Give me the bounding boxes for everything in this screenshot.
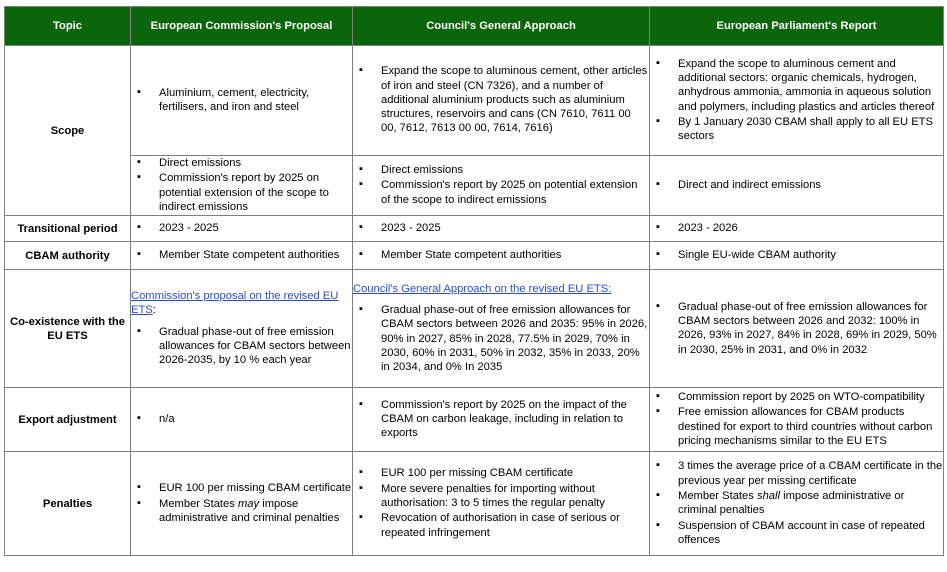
table-row-scope-a [5, 46, 944, 156]
link-commission-revised-ets[interactable]: Commission's proposal on the revised EU ETS [131, 289, 339, 317]
cell-authority-council [353, 242, 650, 270]
link-container-council-ets [353, 282, 649, 296]
list-item: ▪ 2023 - 2025 [353, 221, 649, 235]
cell-export-council [353, 388, 650, 452]
column-header-commission: European Commission's Proposal [131, 7, 353, 46]
list-item: ▪ Single EU-wide CBAM authority [650, 248, 943, 262]
row-topic-export-adjustment: Export adjustment [5, 388, 131, 452]
list-item: ▪ 2023 - 2025 [131, 221, 352, 235]
list-item-italic [650, 489, 943, 518]
list-item: ▪ 3 times the average price of a CBAM certificate in the previous year per missing certificate [650, 459, 943, 488]
list-item-italic [131, 497, 352, 526]
list-item: ▪ Commission's report by 2025 on potential extension of the scope to indirect emissions [131, 171, 352, 214]
table-header [5, 7, 944, 46]
cell-transitional-council [353, 216, 650, 242]
column-header-parliament: European Parliament's Report [650, 7, 944, 46]
comparison-table-container [4, 6, 943, 556]
cell-emissions-council [353, 156, 650, 216]
list-item: ▪ 2023 - 2026 [650, 221, 943, 235]
cell-authority-parliament [650, 242, 944, 270]
list-item: ▪ Suspension of CBAM account in case of repeated offences [650, 519, 943, 548]
list-item: ▪ Gradual phase-out of free emission allowances for CBAM sectors between 2026-2035, by 10 % each year [131, 325, 352, 368]
text-before-italic: Member States [159, 497, 238, 510]
header-row [5, 7, 944, 46]
cell-penalties-commission [131, 452, 353, 556]
cell-transitional-commission [131, 216, 353, 242]
cell-coexistence-council [353, 270, 650, 388]
cell-emissions-commission [131, 156, 353, 216]
list-item: ▪ Commission report by 2025 on WTO-compatibility [650, 390, 943, 404]
list-item: ▪ EUR 100 per missing CBAM certificate [353, 466, 649, 480]
text-after-italic: impose administrative and criminal penalties [159, 497, 340, 524]
row-topic-transitional-period: Transitional period [5, 216, 131, 242]
text-before-italic: Member States [678, 489, 757, 502]
cell-emissions-parliament [650, 156, 944, 216]
list-item: ▪ Free emission allowances for CBAM products destined for export to third countries without carbon pricing mechanisms similar to the EU ETS [650, 405, 943, 448]
emphasis-shall: shall [756, 489, 780, 502]
row-topic-coexistence: Co-existence with the EU ETS [5, 270, 131, 388]
list-item: ▪ More severe penalties for importing without authorisation: 3 to 5 times the regular penalty [353, 482, 649, 511]
table-row-coexistence [5, 270, 944, 388]
table-row-transitional-period [5, 216, 944, 242]
table-row-scope-b [5, 156, 944, 216]
list-item: ▪ Member State competent authorities [131, 248, 352, 262]
list-item: ▪ Direct emissions [131, 156, 352, 170]
link-suffix-colon: : [152, 304, 156, 317]
row-topic-scope: Scope [5, 46, 131, 216]
list-item: ▪ EUR 100 per missing CBAM certificate [131, 481, 352, 495]
cbam-comparison-table [4, 6, 944, 556]
list-item: ▪ Direct and indirect emissions [650, 178, 943, 192]
text-after-italic: impose administrative or criminal penalties [678, 489, 905, 517]
list-item: ▪ Commission's report by 2025 on potential extension of the scope to indirect emissions [353, 178, 649, 207]
cell-export-parliament [650, 388, 944, 452]
list-item: ▪ Direct emissions [353, 163, 649, 177]
cell-export-commission [131, 388, 353, 452]
cell-transitional-parliament [650, 216, 944, 242]
list-item: ▪ Gradual phase-out of free emission allowances for CBAM sectors between 2026 and 2032: 100% in 2026, 93% in 2027, 84% in 2028, 69% in 2029, 50% in 2030, 25% in 2031, and 0% in 2032 [650, 300, 943, 357]
column-header-council: Council's General Approach [353, 7, 650, 46]
list-item: ▪ By 1 January 2030 CBAM shall apply to all EU ETS sectors [650, 115, 943, 144]
link-container-commission-ets [131, 289, 352, 318]
cell-authority-commission [131, 242, 353, 270]
cell-coexistence-commission [131, 270, 353, 388]
table-row-penalties [5, 452, 944, 556]
list-item: ▪ Expand the scope to aluminous cement, other articles of iron and steel (CN 7326), and a number of additional aluminium products such as aluminium structures, reservoirs and cans (CN 7610, 7611 00 00, 7612, 7613 00 00, 7614, 7616) [353, 64, 649, 136]
row-topic-penalties: Penalties [5, 452, 131, 556]
cell-penalties-council [353, 452, 650, 556]
cell-coexistence-parliament [650, 270, 944, 388]
column-header-topic: Topic [5, 7, 131, 46]
cell-scope-parliament [650, 46, 944, 156]
table-body [5, 46, 944, 556]
list-item: ▪ Member State competent authorities [353, 248, 649, 262]
table-row-cbam-authority [5, 242, 944, 270]
list-item: ▪ Commission's report by 2025 on the impact of the CBAM on carbon leakage, including in relation to exports [353, 398, 649, 441]
list-item: ▪ Gradual phase-out of free emission allowances for CBAM sectors between 2026 and 2035: 95% in 2026, 90% in 2027, 85% in 2028, 77.5% in 2029, 70% in 2030, 60% in 2031, 50% in 2032, 35% in 2033, 20% in 2034, and 0% In 2035 [353, 303, 649, 375]
row-topic-cbam-authority: CBAM authority [5, 242, 131, 270]
list-item: ▪ Revocation of authorisation in case of serious or repeated infringement [353, 511, 649, 540]
cell-scope-council [353, 46, 650, 156]
emphasis-may: may [237, 497, 260, 510]
list-item: ▪ Expand the scope to aluminous cement and additional sectors: organic chemicals, hydrogen, anhydrous ammonia, ammonia in aqueous solution and polymers, including plastics and articles thereof [650, 57, 943, 114]
list-item: ▪ n/a [131, 412, 352, 426]
cell-scope-commission [131, 46, 353, 156]
list-item: ▪ Aluminium, cement, electricity, fertilisers, and iron and steel [131, 86, 352, 115]
table-row-export-adjustment [5, 388, 944, 452]
cell-penalties-parliament [650, 452, 944, 556]
link-council-revised-ets[interactable]: Council's General Approach on the revised EU ETS: [353, 282, 612, 295]
